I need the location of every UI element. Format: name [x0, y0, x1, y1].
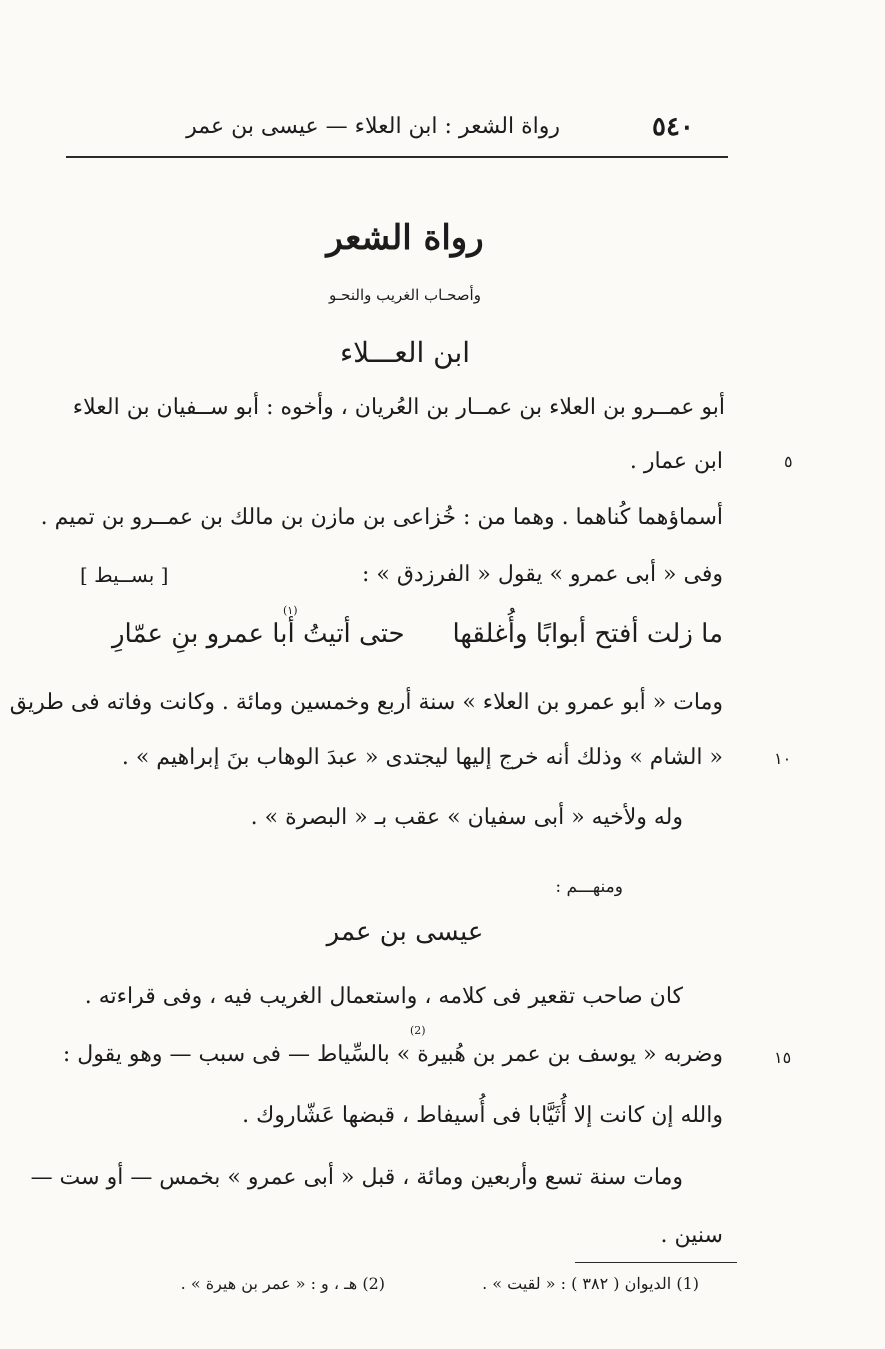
text-line: وضربه « يوسف بن عمر بن هُبيرة » بالسِّياط — فى سبب — وهو يقول :	[62, 1042, 723, 1067]
footnote-mark: (١)	[283, 604, 298, 617]
footnote-rule	[575, 1262, 737, 1263]
entry-heading: عيسى بن عمر	[326, 917, 484, 947]
section-title: رواة الشعر	[326, 218, 484, 258]
footnote-mark: (2)	[410, 1024, 426, 1037]
verse-hemistich-left: حتى أتيتُ أبا عمرو بنِ عمّارِ	[112, 619, 405, 649]
footnote-2: (2) هـ ، و : « عمر بن هيرة » .	[180, 1274, 385, 1293]
text-line: ومات سنة تسع وأربعين ومائة ، قبل « أبى عمرو » بخمس — أو ست —	[30, 1165, 683, 1190]
text-line: والله إن كانت إلا أُثَيَّابا فى أُسيفاط ، قبضها عَشّاروك .	[242, 1103, 723, 1128]
page-number: ٥٤٠	[652, 112, 694, 142]
line-number: ٥	[784, 452, 793, 471]
verse-intro: وفى « أبى عمرو » يقول « الفرزدق » :	[361, 562, 723, 587]
line-number: ١٥	[774, 1048, 792, 1067]
text-line: سنين .	[660, 1223, 723, 1248]
section-subtitle: وأصحـاب الغريب والنحـو	[329, 286, 481, 304]
footnote-1: (1) الديوان ( ٣٨٢ ) : « لقيت » .	[482, 1274, 699, 1293]
text-line: ومات « أبو عمرو بن العلاء » سنة أربع وخمسين ومائة . وكانت وفاته فى طريق	[9, 690, 723, 715]
text-line: أبو عمــرو بن العلاء بن عمــار بن العُريان ، وأخوه : أبو ســفيان بن العلاء	[72, 395, 725, 420]
verse-hemistich-right: ما زلت أفتح أبوابًا وأُغلقها	[452, 619, 723, 649]
text-line: ابن عمار .	[629, 449, 723, 474]
meter-label: [ بســيط ]	[80, 563, 169, 587]
header-rule	[66, 156, 728, 158]
text-line: وله ولأخيه « أبى سفيان » عقب بـ « البصرة » .	[250, 805, 683, 830]
entry-intro: ومنهـــم :	[555, 877, 623, 897]
entry-heading: ابن العـــلاء	[339, 336, 471, 369]
text-line: « الشام » وذلك أنه خرج إليها ليجتدى « عبدَ الوهاب بنَ إبراهيم » .	[121, 745, 723, 770]
line-number: ١٠	[774, 749, 792, 768]
text-line: كان صاحب تقعير فى كلامه ، واستعمال الغريب فيه ، وفى قراءته .	[84, 984, 683, 1009]
running-header: رواة الشعر : ابن العلاء — عيسى بن عمر	[186, 114, 560, 139]
text-line: أسماؤهما كُناهما . وهما من : خُزاعى بن مازن بن مالك بن عمــرو بن تميم .	[40, 505, 723, 530]
